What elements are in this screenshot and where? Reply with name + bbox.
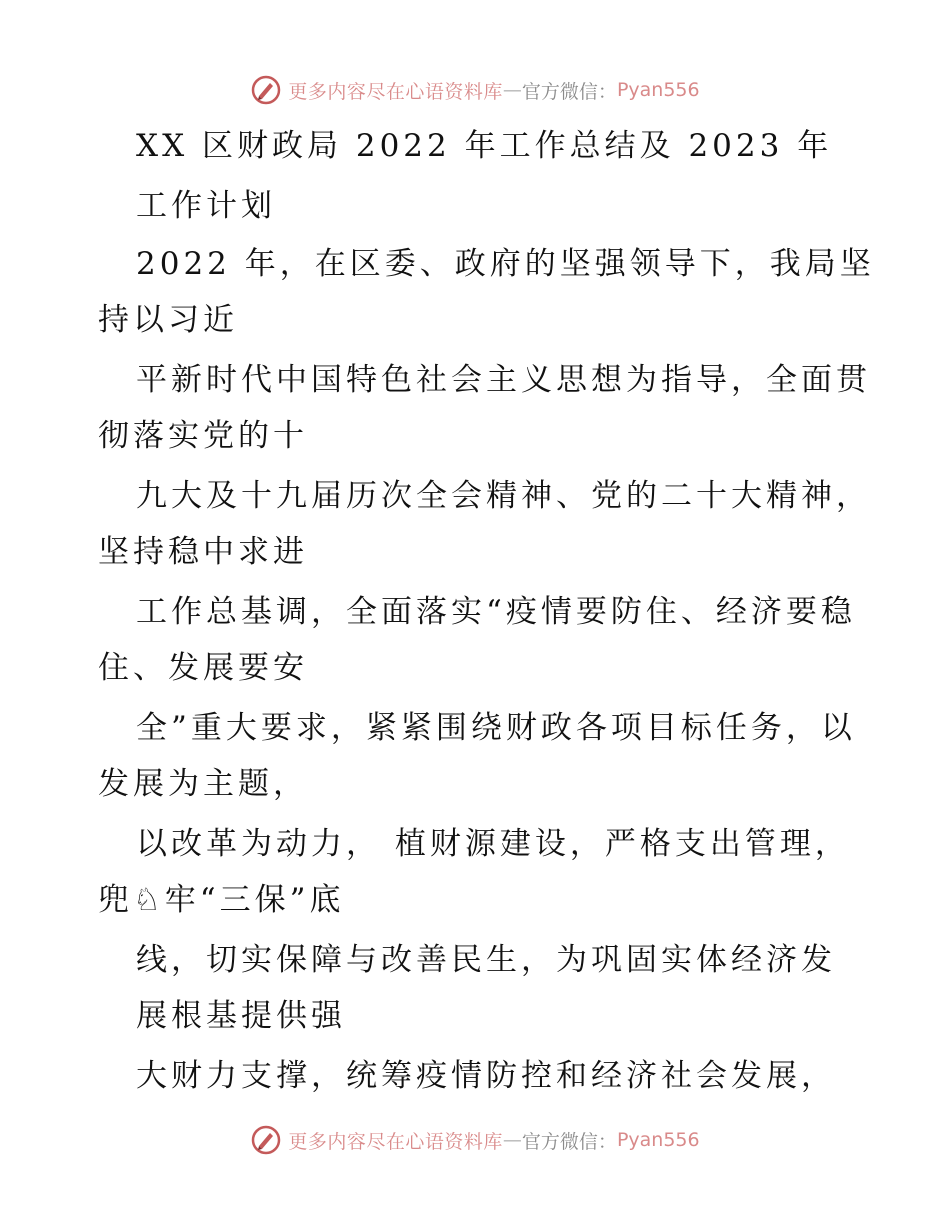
body-line: 坚持稳中求进 <box>98 534 308 570</box>
body-line: 九大及十九届历次全会精神、党的二十大精神， <box>136 478 871 514</box>
watermark-brand-text: 更多内容尽在心语资料库 <box>288 1130 503 1153</box>
watermark-separator: — <box>502 1129 522 1151</box>
watermark-wechat-id: Pyan556 <box>616 79 700 101</box>
footer-watermark <box>0 1120 950 1160</box>
pen-seal-icon <box>250 74 282 106</box>
body-line: 大财力支撑，统筹疫情防控和经济社会发展， <box>136 1058 836 1094</box>
body-line: 住、发展要安 <box>98 650 308 686</box>
body-line: 兜♘牢“三保”底 <box>98 882 345 918</box>
body-line: 2022 年，在区委、政府的坚强领导下，我局坚 <box>136 246 875 282</box>
body-line: 全”重大要求，紧紧围绕财政各项目标任务，以 <box>136 710 856 746</box>
watermark-separator: — <box>502 79 522 101</box>
body-line: 发展为主题， <box>98 766 308 802</box>
pen-seal-icon <box>250 1124 282 1156</box>
watermark-brand-text: 更多内容尽在心语资料库 <box>288 80 503 103</box>
body-line: 持以习近 <box>98 302 238 338</box>
body-line: 工作总基调，全面落实“疫情要防住、经济要稳 <box>136 594 856 630</box>
watermark-wechat-id: Pyan556 <box>616 1129 700 1151</box>
body-line: 彻落实党的十 <box>98 418 308 454</box>
body-line: 线，切实保障与改善民生，为巩固实体经济发 <box>136 942 836 978</box>
body-line: 平新时代中国特色社会主义思想为指导，全面贯 <box>136 362 871 398</box>
document-title-line-2: 工作计划 <box>136 188 276 224</box>
document-title-line-1: XX 区财政局 2022 年工作总结及 2023 年 <box>136 128 833 164</box>
body-line: 以改革为动力， 植财源建设，严格支出管理， <box>136 826 850 862</box>
watermark-wechat-label: 官方微信： <box>521 80 617 103</box>
watermark-wechat-label: 官方微信： <box>521 1130 617 1153</box>
header-watermark <box>0 70 950 110</box>
body-line: 展根基提供强 <box>136 998 346 1034</box>
